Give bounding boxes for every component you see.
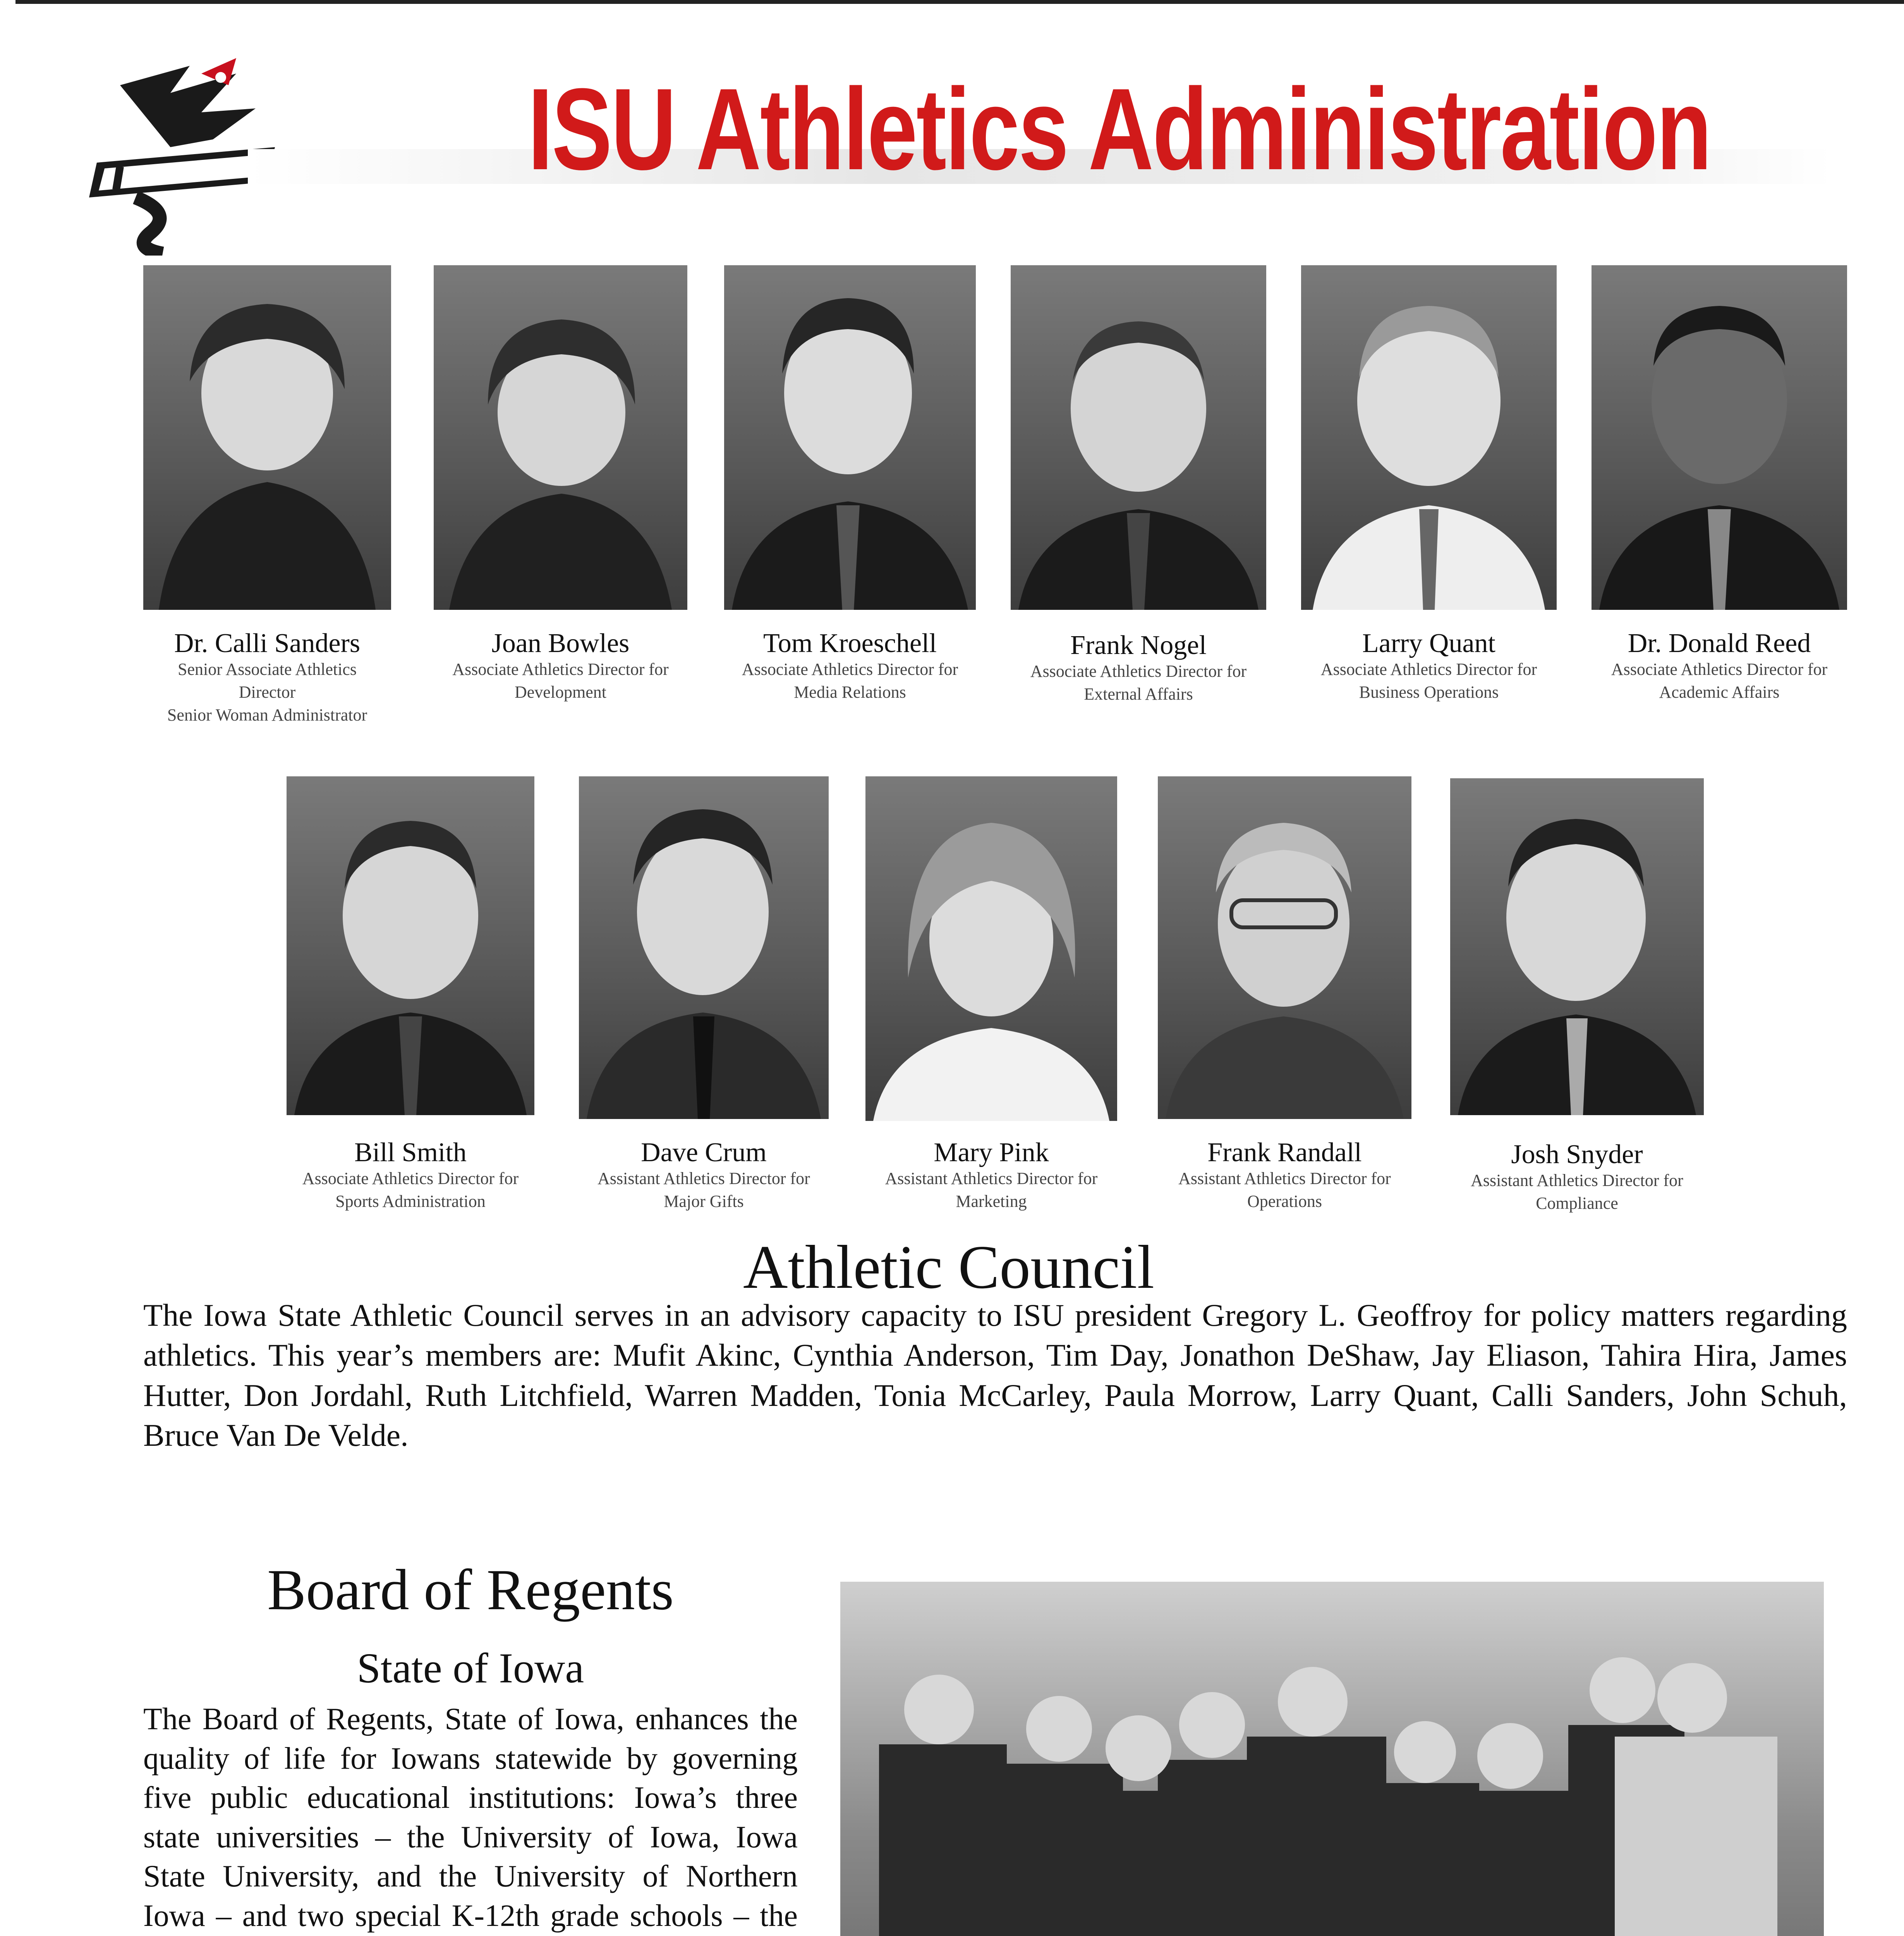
staff-photo-mary-pink [865, 776, 1117, 1121]
staff-card-donald-reed [1580, 629, 1859, 704]
staff-photo-larry-quant [1301, 265, 1557, 610]
staff-card-bill-smith [275, 1138, 546, 1213]
staff-role: Academic Affairs [1659, 682, 1780, 702]
staff-card-josh-snyder [1439, 1140, 1715, 1215]
staff-card-joan-bowles [422, 629, 699, 704]
athletic-council-text: The Iowa State Athletic Council serves in an advisory capacity to ISU president Gregory L. Geoffroy for policy matters regarding athletics. This year’s members are: Mufit Akinc, Cynthia Anderson, Tim Day, Jonathon DeShaw, Jay Eliason, Tahira Hira, James Hutter, Don Jordahl, Ruth Litchfield, Warren Madden, Tonia McCarley, Paula Morrow, Larry Quant, Calli Sanders, John Schuh, Bruce Van De Velde. [143, 1298, 1847, 1453]
staff-photo-frank-nogel [1011, 265, 1266, 610]
staff-photo-tom-kroeschell [724, 265, 976, 610]
board-of-regents-heading: Board of Regents [267, 1558, 674, 1622]
page-title: ISU Athletics Administration [528, 64, 1711, 194]
staff-role: Assistant Athletics Director for [1178, 1169, 1391, 1188]
staff-role: External Affairs [1084, 684, 1193, 704]
staff-role: Associate Athletics Director for [1030, 661, 1247, 681]
staff-role: Associate Athletics Director for [302, 1169, 519, 1188]
staff-name: Joan Bowles [491, 628, 630, 658]
staff-name: Josh Snyder [1511, 1140, 1643, 1169]
staff-role: Associate Athletics Director for [742, 659, 958, 679]
staff-role: Media Relations [794, 682, 906, 702]
staff-photo-josh-snyder [1450, 778, 1704, 1115]
staff-card-frank-randall [1146, 1138, 1423, 1213]
staff-role: Business Operations [1359, 682, 1499, 702]
staff-name: Dave Crum [641, 1138, 767, 1167]
staff-name: Dr. Calli Sanders [174, 628, 361, 658]
board-of-regents-group-photo [840, 1582, 1824, 1936]
staff-card-tom-kroeschell [712, 629, 987, 704]
staff-photo-donald-reed [1592, 265, 1847, 610]
staff-card-mary-pink [854, 1138, 1129, 1213]
staff-role: Assistant Athletics Director for [885, 1169, 1098, 1188]
staff-card-dave-crum [567, 1138, 840, 1213]
staff-role: Compliance [1536, 1193, 1618, 1213]
staff-name: Frank Nogel [1070, 630, 1207, 660]
staff-role: Associate Athletics Director for [452, 659, 669, 679]
staff-role: Associate Athletics Director for [1320, 659, 1537, 679]
staff-card-larry-quant [1289, 629, 1568, 704]
staff-photo-joan-bowles [434, 265, 687, 610]
staff-role: Sports Administration [335, 1191, 486, 1211]
state-of-iowa-subheading: State of Iowa [357, 1644, 584, 1692]
staff-role: Major Gifts [664, 1191, 744, 1211]
board-of-regents-text: The Board of Regents, State of Iowa, enhances the quality of life for Iowans statewide by governing five public educational institutions: Iowa’s three state universities – the University of Iowa, Iowa State University, and the University of Northern Iowa – and two special K-12th grade schools – the [143, 1702, 798, 1933]
staff-role: Director [239, 682, 296, 702]
staff-role: Marketing [956, 1191, 1027, 1211]
staff-card-calli-sanders [132, 629, 403, 727]
staff-role: Senior Associate Athletics [178, 659, 357, 679]
staff-role: Assistant Athletics Director for [597, 1169, 810, 1188]
top-border [15, 0, 1904, 4]
staff-name: Tom Kroeschell [763, 628, 937, 658]
staff-photo-frank-randall [1158, 776, 1411, 1119]
staff-role: Operations [1247, 1191, 1322, 1211]
staff-photo-bill-smith [287, 776, 534, 1115]
staff-name: Bill Smith [354, 1138, 467, 1167]
staff-role: Senior Woman Administrator [167, 705, 367, 725]
staff-role: Development [514, 682, 607, 702]
staff-role: Assistant Athletics Director for [1471, 1171, 1683, 1190]
staff-card-frank-nogel [999, 631, 1278, 705]
staff-photo-calli-sanders [143, 265, 391, 610]
staff-name: Dr. Donald Reed [1628, 628, 1811, 658]
staff-name: Mary Pink [934, 1138, 1049, 1167]
staff-role: Associate Athletics Director for [1611, 659, 1828, 679]
athletic-council-heading: Athletic Council [743, 1232, 1155, 1301]
staff-name: Frank Randall [1207, 1138, 1362, 1167]
staff-name: Larry Quant [1362, 628, 1496, 658]
staff-photo-dave-crum [579, 776, 829, 1119]
